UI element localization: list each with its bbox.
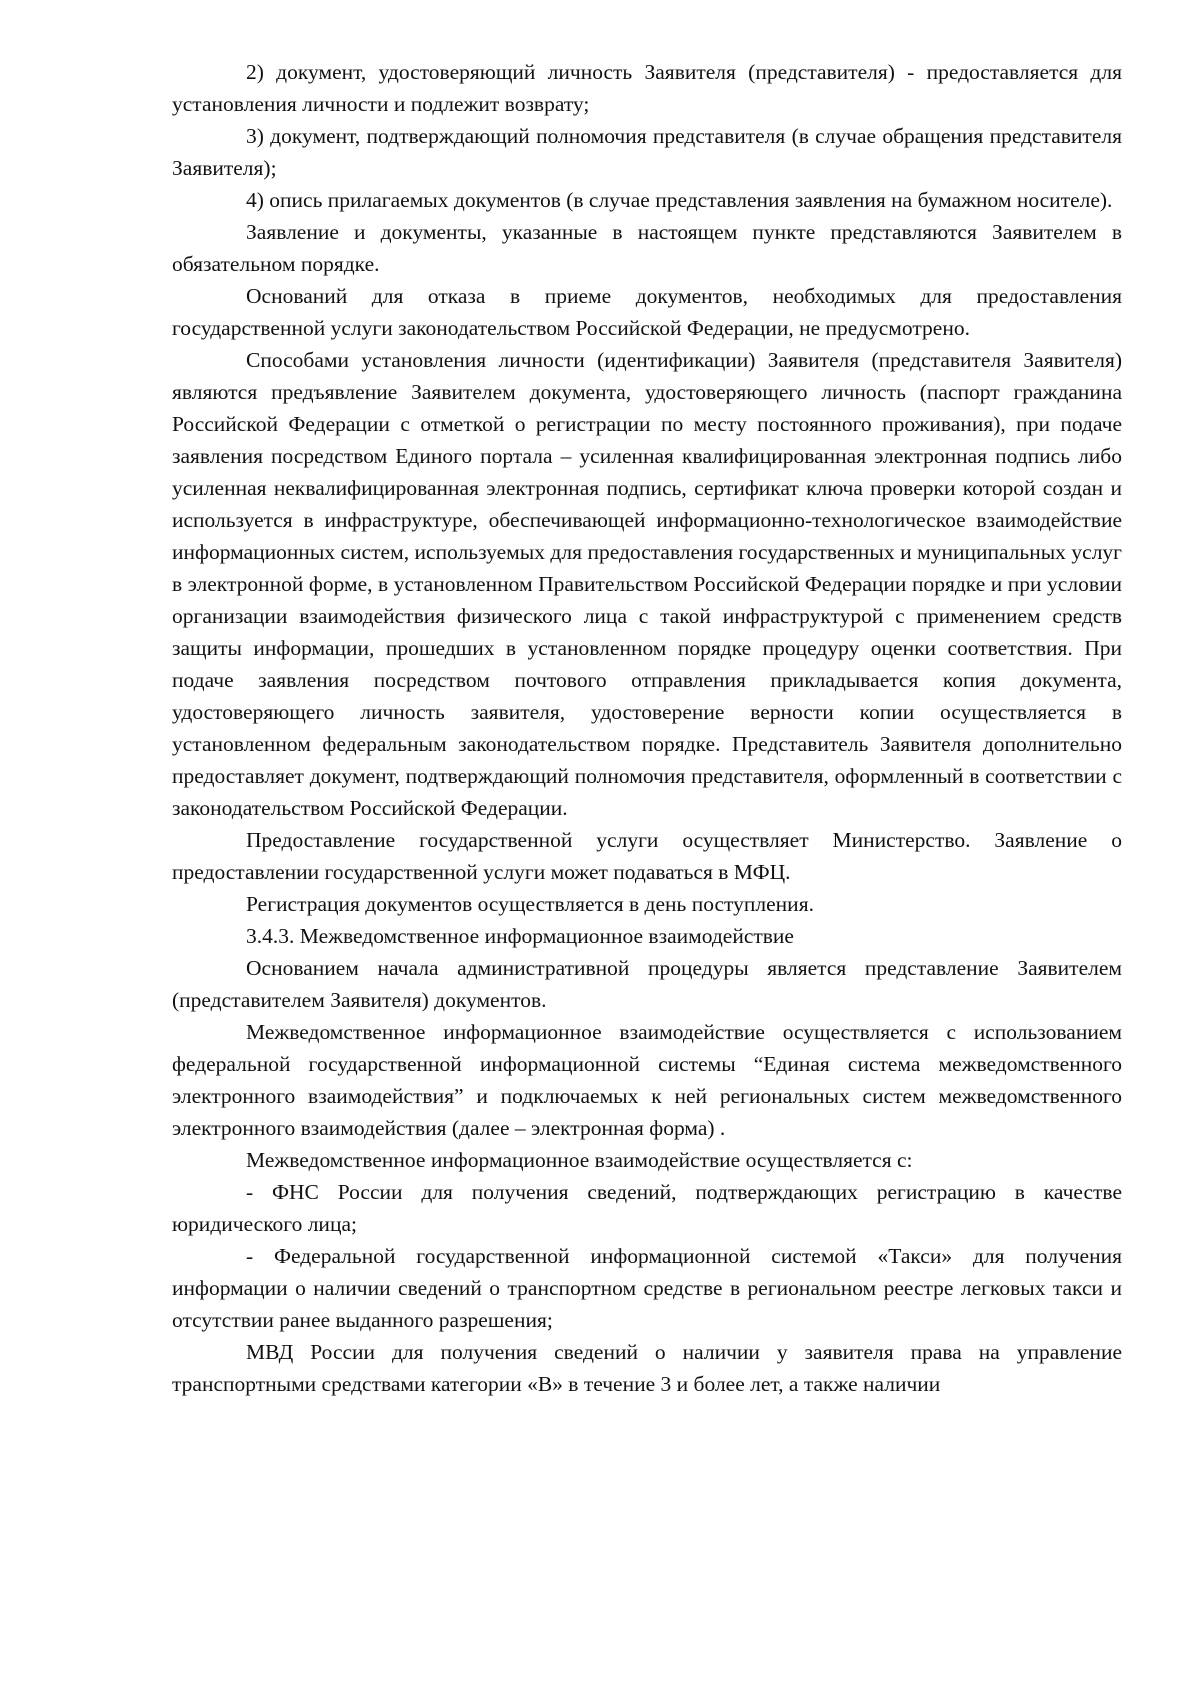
paragraph-identification-methods: Способами установления личности (идентификации) Заявителя (представителя Заявителя) являются предъявление Заявителем документа, удостоверяющего личность (паспорт гражданина Российской Федерации с отметкой о регистрации по месту постоянного проживания), при подаче заявления посредством Единого портала – усиленная квалифицированная электронная подпись либо усиленная неквалифицированная электронная подпись, сертификат ключа проверки которой создан и используется в инфраструктуре, обеспечивающей информационно-технологическое взаимодействие информационных систем, используемых для предоставления государственных и муниципальных услуг в электронной форме, в установленном Правительством Российской Федерации порядке и при условии организации взаимодействия физического лица с такой инфраструктурой с применением средств защиты информации, прошедших в установленном порядке процедуру оценки соответствия. При подаче заявления посредством почтового отправления прикладывается копия документа, удостоверяющего личность заявителя, удостоверение верности копии осуществляется в установленном федеральным законодательством порядке. Представитель Заявителя дополнительно предоставляет документ, подтверждающий полномочия представителя, оформленный в соответствии с законодательством Российской Федерации. bbox=[172, 348, 1122, 820]
paragraph-no-refusal-grounds: Оснований для отказа в приеме документов, необходимых для предоставления государственной услуги законодательством Российской Федерации, не предусмотрено. bbox=[172, 284, 1122, 340]
paragraph-smev: Межведомственное информационное взаимодействие осуществляется с использованием федеральной государственной информационной системы “Единая система межведомственного электронного взаимодействия” и подключаемых к ней региональных систем межведомственного электронного взаимодействия (далее – электронная форма) . bbox=[172, 1020, 1122, 1140]
paragraph-fns: - ФНС России для получения сведений, подтверждающих регистрацию в качестве юридического лица; bbox=[172, 1180, 1122, 1236]
paragraph-mvd: МВД России для получения сведений о наличии у заявителя права на управление транспортными средствами категории «В» в течение 3 и более лет, а также наличии bbox=[172, 1340, 1122, 1396]
paragraph-fgis-taxi: - Федеральной государственной информационной системой «Такси» для получения информации о наличии сведений о транспортном средстве в региональном реестре легковых такси и отсутствии ранее выданного разрешения; bbox=[172, 1244, 1122, 1332]
paragraph-registration: Регистрация документов осуществляется в день поступления. bbox=[246, 892, 814, 916]
paragraph-item-2: 2) документ, удостоверяющий личность Заявителя (представителя) - предоставляется для установления личности и подлежит возврату; bbox=[172, 60, 1122, 116]
paragraph-service-provider: Предоставление государственной услуги осуществляет Министерство. Заявление о предоставлении государственной услуги может подаваться в МФЦ. bbox=[172, 828, 1122, 884]
paragraph-mandatory-order: Заявление и документы, указанные в настоящем пункте представляются Заявителем в обязательном порядке. bbox=[172, 220, 1122, 276]
paragraph-item-4: 4) опись прилагаемых документов (в случае представления заявления на бумажном носителе). bbox=[246, 188, 1113, 212]
paragraph-item-3: 3) документ, подтверждающий полномочия представителя (в случае обращения представителя Заявителя); bbox=[172, 124, 1122, 180]
paragraph-procedure-basis: Основанием начала административной процедуры является представление Заявителем (представителем Заявителя) документов. bbox=[172, 956, 1122, 1012]
paragraph-interaction-with: Межведомственное информационное взаимодействие осуществляется с: bbox=[246, 1148, 913, 1172]
section-heading-3-4-3: 3.4.3. Межведомственное информационное взаимодействие bbox=[246, 924, 794, 948]
document-page bbox=[172, 56, 1122, 1400]
